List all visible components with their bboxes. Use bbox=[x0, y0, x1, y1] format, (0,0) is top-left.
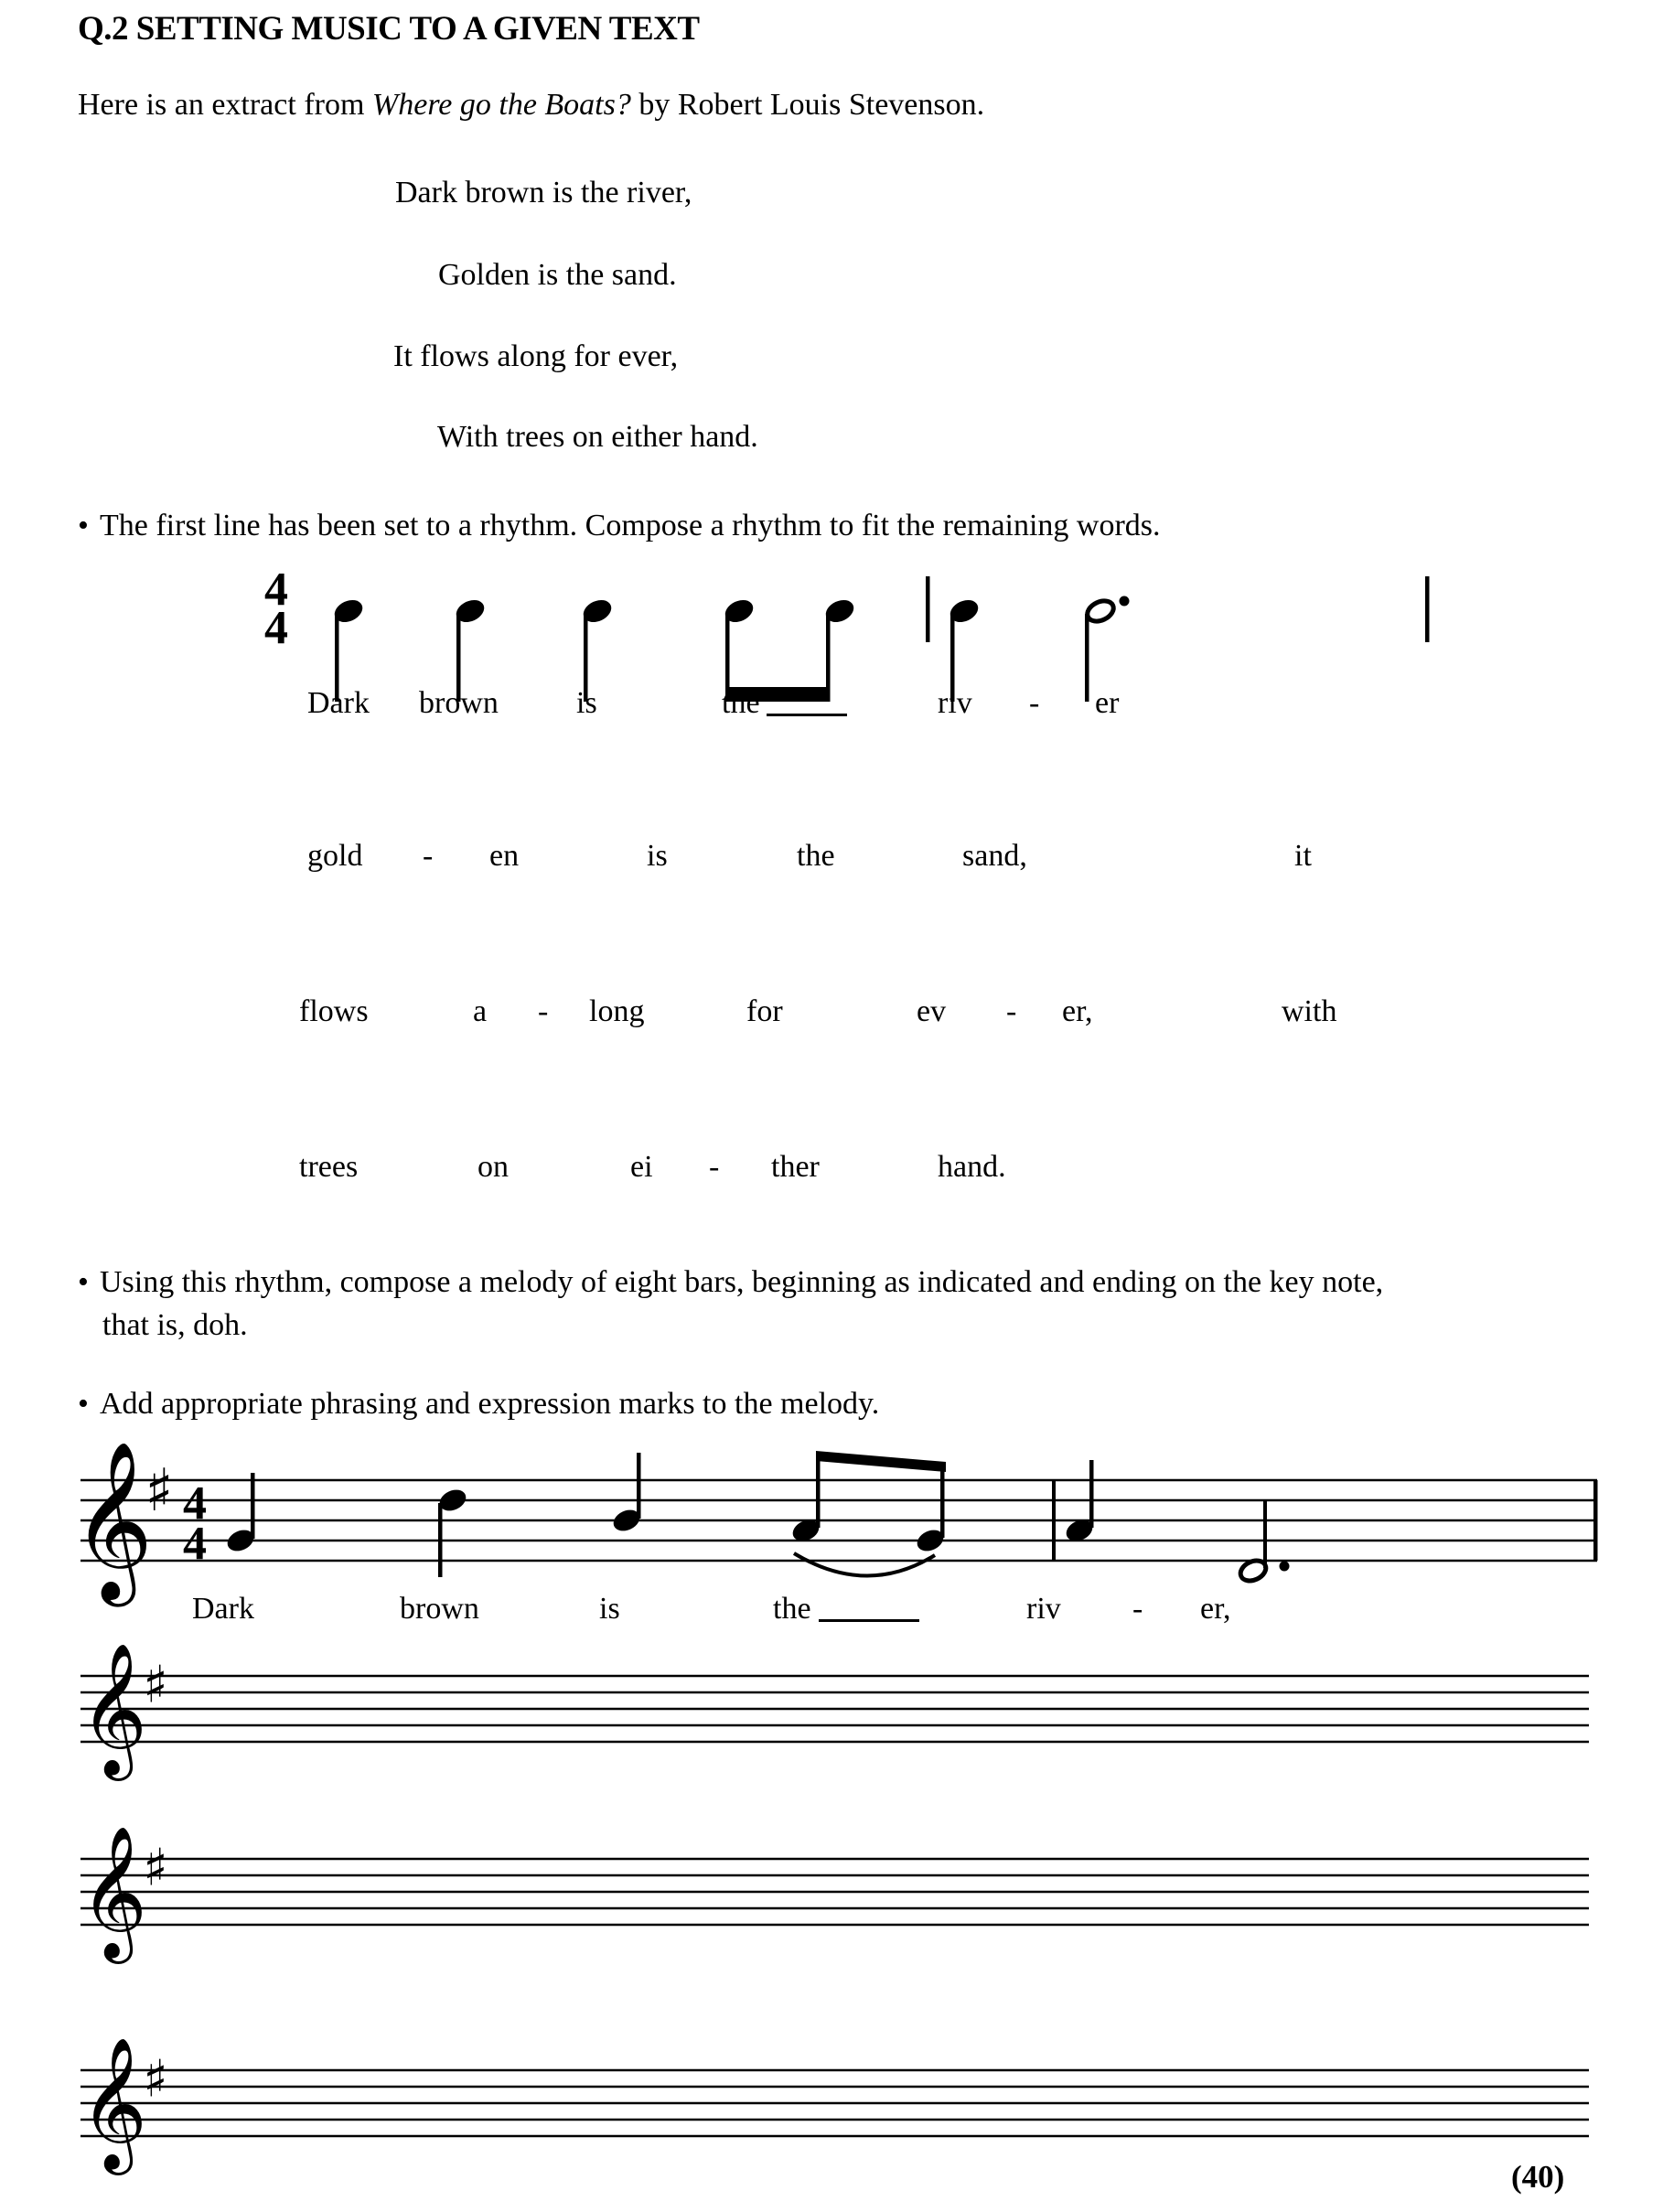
empty-staff-2 bbox=[64, 1786, 1619, 2014]
lyric-word: the bbox=[722, 686, 760, 720]
lyric-word: the bbox=[797, 839, 835, 873]
dotted-half-note bbox=[1238, 1500, 1290, 1584]
lyric-word: ther bbox=[771, 1150, 820, 1184]
lyric-hyphen: - bbox=[423, 839, 434, 873]
lyric-word: en bbox=[489, 839, 520, 873]
rhythm-lyrics-row-1 bbox=[0, 686, 1663, 728]
poem-line-2: Golden is the sand. bbox=[438, 258, 677, 292]
rhythm-lyrics-row-4 bbox=[0, 1150, 1663, 1192]
lyric-hyphen: - bbox=[538, 994, 549, 1028]
rhythm-time-signature-top: 4 bbox=[264, 564, 288, 616]
task-2-text-line-1: Using this rhythm, compose a melody of eight bars, beginning as indicated and ending on the key note, bbox=[100, 1265, 1384, 1299]
lyric-extender bbox=[767, 714, 847, 716]
lyric-word: brown bbox=[400, 1592, 479, 1626]
poem-title: Where go the Boats? bbox=[371, 88, 631, 122]
lyric-word: is bbox=[599, 1592, 620, 1626]
marks-total: (40) bbox=[1511, 2159, 1565, 2195]
lyric-word: er, bbox=[1200, 1592, 1231, 1626]
lyric-word: Dark bbox=[307, 686, 370, 720]
treble-clef-icon: 𝄞 bbox=[71, 1441, 154, 1600]
lyric-word: on bbox=[477, 1150, 509, 1184]
barline bbox=[1593, 1480, 1598, 1561]
lyric-word: the bbox=[773, 1592, 811, 1626]
lyric-word: trees bbox=[299, 1150, 359, 1184]
slur bbox=[794, 1553, 935, 1576]
lyric-word: riv bbox=[1026, 1592, 1061, 1626]
melody-time-signature-top: 4 bbox=[183, 1477, 207, 1530]
beamed-eighth-pair bbox=[789, 1451, 947, 1576]
lyric-word: it bbox=[1294, 839, 1312, 873]
treble-clef-icon: 𝄞 bbox=[80, 1825, 147, 1959]
empty-staff-3 bbox=[64, 1997, 1619, 2212]
lyric-word: er bbox=[1095, 686, 1120, 720]
sharp-icon: ♯ bbox=[145, 1457, 174, 1525]
page-title: Q.2 SETTING MUSIC TO A GIVEN TEXT bbox=[78, 10, 700, 48]
lyric-word: gold bbox=[307, 839, 363, 873]
intro-sentence bbox=[78, 88, 984, 123]
intro-prefix: Here is an extract from bbox=[78, 88, 372, 122]
sharp-icon: ♯ bbox=[143, 1655, 168, 1715]
lyric-hyphen: - bbox=[1132, 1592, 1143, 1626]
lyric-word: er, bbox=[1062, 994, 1093, 1028]
poem-line-3: It flows along for ever, bbox=[393, 339, 679, 373]
lyric-word: riv bbox=[938, 686, 972, 720]
bullet-icon: • bbox=[78, 509, 89, 542]
lyric-word: sand, bbox=[962, 839, 1027, 873]
barline bbox=[926, 576, 930, 642]
quarter-note bbox=[436, 1486, 469, 1577]
rhythm-lyrics-row-3 bbox=[0, 994, 1663, 1036]
bullet-icon: • bbox=[78, 1265, 89, 1299]
sharp-icon: ♯ bbox=[143, 2049, 168, 2110]
lyric-word: flows bbox=[299, 994, 369, 1028]
quarter-note bbox=[610, 1453, 643, 1535]
treble-clef-icon: 𝄞 bbox=[80, 1642, 147, 1776]
lyric-word: is bbox=[647, 839, 668, 873]
barline bbox=[1052, 1480, 1056, 1561]
melody-time-signature-bottom: 4 bbox=[183, 1518, 207, 1570]
task-2 bbox=[78, 1265, 1383, 1300]
sharp-icon: ♯ bbox=[143, 1838, 168, 1898]
quarter-note bbox=[1063, 1460, 1096, 1545]
task-2-line-2: that is, doh. bbox=[102, 1308, 248, 1342]
task-1-text: The first line has been set to a rhythm. Compose a rhythm to fit the remaining words. bbox=[100, 509, 1161, 542]
lyric-word: a bbox=[473, 994, 488, 1028]
lyric-word: with bbox=[1282, 994, 1337, 1028]
lyric-word: ev bbox=[917, 994, 947, 1028]
lyric-word: ei bbox=[630, 1150, 653, 1184]
bullet-icon: • bbox=[78, 1387, 89, 1421]
treble-clef-icon: 𝄞 bbox=[80, 2036, 147, 2170]
lyric-word: is bbox=[576, 686, 597, 720]
rhythm-time-signature-bottom: 4 bbox=[264, 602, 288, 654]
lyric-word: brown bbox=[419, 686, 499, 720]
poem-line-1: Dark brown is the river, bbox=[395, 176, 692, 209]
lyric-word: for bbox=[746, 994, 783, 1028]
lyric-hyphen: - bbox=[1006, 994, 1017, 1028]
task-1 bbox=[78, 509, 1161, 543]
lyric-word: long bbox=[589, 994, 645, 1028]
barline bbox=[1425, 576, 1430, 642]
lyric-word: Dark bbox=[192, 1592, 254, 1626]
poem-line-4: With trees on either hand. bbox=[437, 420, 758, 454]
intro-suffix: by Robert Louis Stevenson. bbox=[630, 88, 985, 122]
quarter-note bbox=[224, 1473, 257, 1555]
lyric-hyphen: - bbox=[1029, 686, 1040, 720]
rhythm-lyrics-row-2 bbox=[0, 839, 1663, 881]
lyric-hyphen: - bbox=[709, 1150, 720, 1184]
lyric-word: hand. bbox=[938, 1150, 1006, 1184]
task-3-text: Add appropriate phrasing and expression marks to the melody. bbox=[100, 1387, 880, 1421]
